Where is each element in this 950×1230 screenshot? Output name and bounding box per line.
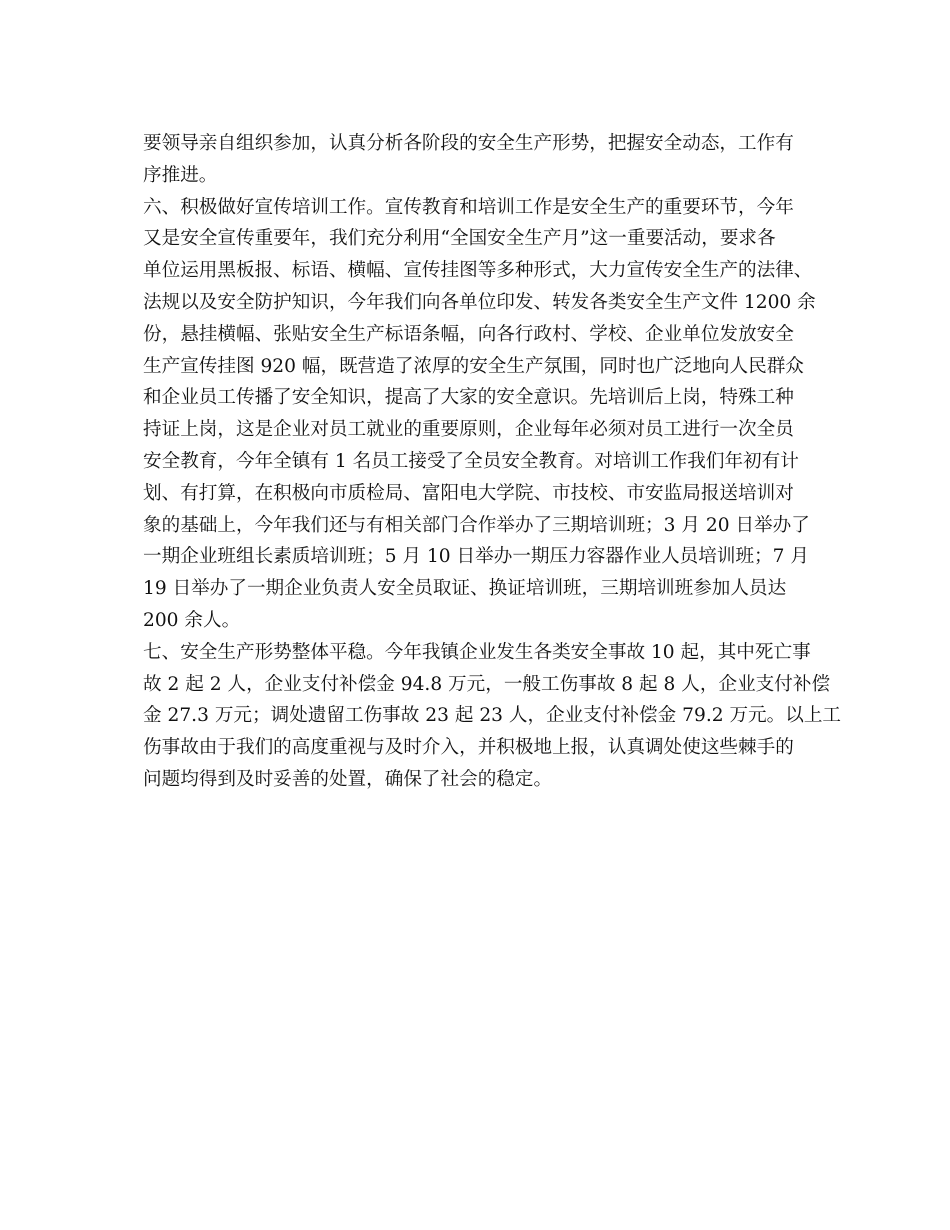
text-line: 持证上岗，这是企业对员工就业的重要原则，企业每年必须对员工进行一次全员 xyxy=(143,419,794,441)
text-line: 象的基础上，今年我们还与有相关部门合作举办了三期培训班；3 月 20 日举办了 xyxy=(143,514,810,536)
text-line: 六、积极做好宣传培训工作。宣传教育和培训工作是安全生产的重要环节，今年 xyxy=(143,196,794,218)
text-line: 要领导亲自组织参加，认真分析各阶段的安全生产形势，把握安全动态，工作有 xyxy=(143,133,794,154)
text-line: 单位运用黑板报、标语、横幅、宣传挂图等多种形式，大力宣传安全生产的法律、 xyxy=(143,260,813,282)
text-line: 200 余人。 xyxy=(143,609,241,631)
text-line: 序推进。 xyxy=(143,164,218,186)
text-line: 19 日举办了一期企业负责人安全员取证、换证培训班，三期培训班参加人员达 xyxy=(143,578,787,600)
text-line: 安全教育，今年全镇有 1 名员工接受了全员安全教育。对培训工作我们年初有计 xyxy=(143,450,799,472)
text-line: 故 2 起 2 人，企业支付补偿金 94.8 万元，一般工伤事故 8 起 8 人，企业支付补偿 xyxy=(143,673,831,695)
text-line: 生产宣传挂图 920 幅，既营造了浓厚的安全生产氛围，同时也广泛地向人民群众 xyxy=(143,355,804,377)
text-line: 伤事故由于我们的高度重视与及时介入，并积极地上报，认真调处使这些棘手的 xyxy=(143,737,794,759)
text-line: 份，悬挂横幅、张贴安全生产标语条幅，向各行政村、学校、企业单位发放安全 xyxy=(143,323,794,345)
document-body xyxy=(143,128,842,796)
text-line: 问题均得到及时妥善的处置，确保了社会的稳定。 xyxy=(143,768,553,790)
text-line: 划、有打算，在积极向市质检局、富阳电大学院、市技校、市安监局报送培训对 xyxy=(143,482,794,504)
text-line: 金 27.3 万元；调处遗留工伤事故 23 起 23 人，企业支付补偿金 79.2 万元。以上工 xyxy=(143,705,842,727)
text-line: 法规以及安全防护知识，今年我们向各单位印发、转发各类安全生产文件 1200 余 xyxy=(143,291,816,313)
text-line: 一期企业班组长素质培训班；5 月 10 日举办一期压力容器作业人员培训班；7 月 xyxy=(143,546,809,568)
text-line: 又是安全宣传重要年，我们充分利用“全国安全生产月”这一重要活动，要求各 xyxy=(143,228,776,250)
text-line: 和企业员工传播了安全知识，提高了大家的安全意识。先培训后上岗，特殊工种 xyxy=(143,387,794,409)
text-line: 七、安全生产形势整体平稳。今年我镇企业发生各类安全事故 10 起，其中死亡事 xyxy=(143,641,811,663)
